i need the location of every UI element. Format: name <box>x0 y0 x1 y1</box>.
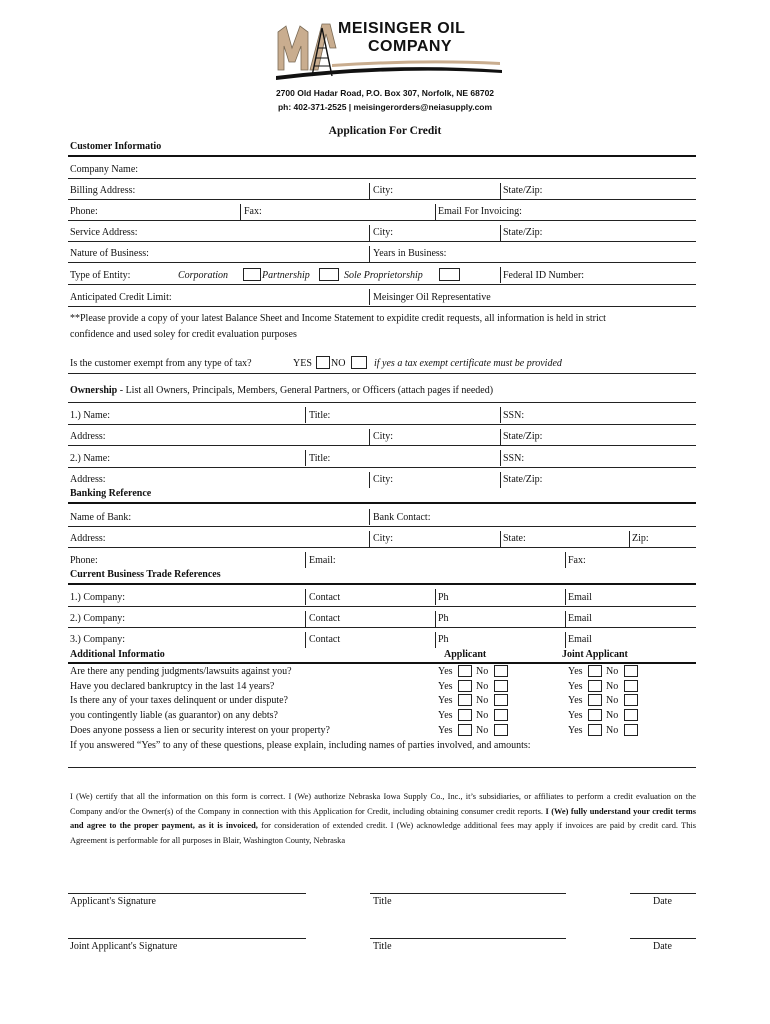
divider <box>369 509 370 525</box>
divider <box>369 429 370 445</box>
field-line <box>68 284 696 285</box>
field-line <box>68 547 696 548</box>
bank-state-field[interactable]: State: <box>503 533 526 544</box>
joint-title-label: Title <box>373 941 392 952</box>
app-q5-yes-checkbox[interactable] <box>458 724 472 736</box>
joint-applicant-column-header: Joint Applicant <box>562 649 628 660</box>
field-line <box>68 627 696 628</box>
field-line <box>68 606 696 607</box>
joint-signature-label: Joint Applicant's Signature <box>70 941 178 952</box>
joint-q2-no-label: No <box>606 681 619 692</box>
divider <box>68 662 696 664</box>
financials-note-2: confidence and used soley for credit evaluation purposes <box>70 329 297 340</box>
trade1-contact-field[interactable]: Contact <box>309 592 341 603</box>
bank-contact-field[interactable]: Bank Contact: <box>373 512 431 523</box>
tax-no-label: NO <box>331 358 346 369</box>
field-line <box>68 220 696 221</box>
customer-info-heading: Customer Informatio <box>70 141 162 152</box>
divider <box>500 407 501 423</box>
question-lien: Does anyone possess a lien or security interest on your property? <box>70 725 330 736</box>
app-q1-yes-label: Yes <box>438 666 453 677</box>
app-q2-yes-checkbox[interactable] <box>458 680 472 692</box>
joint-q1-no-label: No <box>606 666 619 677</box>
app-q2-no-label: No <box>476 681 489 692</box>
joint-q4-no-label: No <box>606 710 619 721</box>
owner1-name-field[interactable]: 1.) Name: <box>70 410 110 421</box>
federal-id-field[interactable]: Federal ID Number: <box>503 270 585 281</box>
trade1-email-field[interactable]: Email <box>568 592 592 603</box>
fax-field[interactable]: Fax: <box>244 206 262 217</box>
corporation-checkbox[interactable] <box>243 268 261 281</box>
joint-q4-yes-label: Yes <box>568 710 583 721</box>
service-city-field[interactable]: City: <box>373 227 394 238</box>
logo-line-2: COMPANY <box>368 38 453 55</box>
joint-q1-yes-checkbox[interactable] <box>588 665 602 677</box>
company-name-field[interactable]: Company Name: <box>70 164 139 175</box>
banking-heading: Banking Reference <box>70 488 152 499</box>
applicant-column-header: Applicant <box>444 649 487 660</box>
joint-q1-no-checkbox[interactable] <box>624 665 638 677</box>
ownership-heading <box>70 385 493 396</box>
owner2-city-field[interactable]: City: <box>373 474 394 485</box>
divider <box>369 246 370 262</box>
app-q5-no-label: No <box>476 725 489 736</box>
field-line <box>68 402 696 403</box>
owner1-title-field[interactable]: Title: <box>309 410 331 421</box>
field-line <box>68 178 696 179</box>
owner1-city-field[interactable]: City: <box>373 431 394 442</box>
billing-address-field[interactable]: Billing Address: <box>70 185 136 196</box>
partnership-checkbox[interactable] <box>319 268 339 281</box>
field-line <box>68 445 696 446</box>
joint-q1-yes-label: Yes <box>568 666 583 677</box>
divider <box>369 472 370 488</box>
app-q3-no-label: No <box>476 695 489 706</box>
question-bankruptcy: Have you declared bankruptcy in the last 14 years? <box>70 681 275 692</box>
phone-field[interactable]: Phone: <box>70 206 98 217</box>
app-q4-no-checkbox[interactable] <box>494 709 508 721</box>
app-q3-no-checkbox[interactable] <box>494 694 508 706</box>
owner1-address-field[interactable]: Address: <box>70 431 106 442</box>
owner2-state-zip-field[interactable]: State/Zip: <box>503 474 543 485</box>
divider <box>369 289 370 305</box>
divider <box>305 589 306 605</box>
owner1-ssn-field[interactable]: SSN: <box>503 410 525 421</box>
bank-zip-field[interactable]: Zip: <box>632 533 649 544</box>
divider <box>68 583 696 585</box>
applicant-date-label: Date <box>653 896 672 907</box>
company-logo <box>272 18 504 80</box>
trade3-email-field[interactable]: Email <box>568 634 592 645</box>
question-judgments: Are there any pending judgments/lawsuits against you? <box>70 666 292 677</box>
divider <box>500 183 501 199</box>
bank-city-field[interactable]: City: <box>373 533 394 544</box>
divider <box>68 155 696 157</box>
applicant-title-label: Title <box>373 896 392 907</box>
field-line <box>68 262 696 263</box>
joint-q5-no-checkbox[interactable] <box>624 724 638 736</box>
app-q3-yes-label: Yes <box>438 695 453 706</box>
trade-references-heading: Current Business Trade References <box>70 569 221 580</box>
ownership-heading-text: - List all Owners, Principals, Members, General Partners, or Officers (attach pages if needed) <box>117 385 494 396</box>
divider <box>435 611 436 627</box>
divider <box>500 450 501 466</box>
app-q2-yes-label: Yes <box>438 681 453 692</box>
app-q1-no-checkbox[interactable] <box>494 665 508 677</box>
trade2-contact-field[interactable]: Contact <box>309 613 341 624</box>
question-taxes: Is there any of your taxes delinquent or under dispute? <box>70 695 288 706</box>
joint-q3-no-label: No <box>606 695 619 706</box>
tax-exempt-note: if yes a tax exempt certificate must be provided <box>374 358 562 369</box>
divider <box>68 502 696 504</box>
field-line <box>68 424 696 425</box>
joint-q3-no-checkbox[interactable] <box>624 694 638 706</box>
bank-email-field[interactable]: Email: <box>309 555 336 566</box>
trade1-ph-field[interactable]: Ph <box>438 592 449 603</box>
app-q3-yes-checkbox[interactable] <box>458 694 472 706</box>
tax-exempt-question: Is the customer exempt from any type of tax? <box>70 358 252 369</box>
divider <box>565 611 566 627</box>
company-address: 2700 Old Hadar Road, P.O. Box 307, Norfolk, NE 68702 <box>275 88 495 98</box>
ownership-heading-bold: Ownership <box>70 385 118 396</box>
trade2-ph-field[interactable]: Ph <box>438 613 449 624</box>
field-line <box>68 241 696 242</box>
company-contact: ph: 402-371-2525 | meisingerorders@neiasupply.com <box>277 102 493 112</box>
divider <box>435 632 436 648</box>
divider <box>500 531 501 547</box>
app-q4-no-label: No <box>476 710 489 721</box>
entity-type-label: Type of Entity: <box>70 270 131 281</box>
partnership-label: Partnership <box>262 270 310 281</box>
field-line <box>68 526 696 527</box>
trade3-company-field[interactable]: 3.) Company: <box>70 634 125 645</box>
representative-field[interactable]: Meisinger Oil Representative <box>373 292 491 303</box>
divider <box>435 589 436 605</box>
billing-city-field[interactable]: City: <box>373 185 394 196</box>
joint-q2-yes-label: Yes <box>568 681 583 692</box>
joint-q4-yes-checkbox[interactable] <box>588 709 602 721</box>
certification-text-bold: I (We) fully understand your credit terms and agree to the proper payment, as it is invoiced, <box>70 806 696 831</box>
bank-fax-field[interactable]: Fax: <box>568 555 586 566</box>
owner2-name-field[interactable]: 2.) Name: <box>70 453 110 464</box>
app-q1-yes-checkbox[interactable] <box>458 665 472 677</box>
divider <box>500 472 501 488</box>
trade2-company-field[interactable]: 2.) Company: <box>70 613 125 624</box>
trade3-ph-field[interactable]: Ph <box>438 634 449 645</box>
applicant-title-line[interactable] <box>370 893 566 894</box>
app-q2-no-checkbox[interactable] <box>494 680 508 692</box>
joint-signature-line[interactable] <box>68 938 306 939</box>
bank-phone-field[interactable]: Phone: <box>70 555 98 566</box>
owner1-state-zip-field[interactable]: State/Zip: <box>503 431 543 442</box>
divider <box>565 589 566 605</box>
app-q5-yes-label: Yes <box>438 725 453 736</box>
app-q5-no-checkbox[interactable] <box>494 724 508 736</box>
certification-text-2: for consideration of extended credit. I (We) acknowledge additional fees may apply if invoices are paid by credit card. This Agreement is performable for all purposes in Blair, Washington County, Nebraska <box>70 821 696 845</box>
credit-limit-field[interactable]: Anticipated Credit Limit: <box>70 292 172 303</box>
tax-yes-label: YES <box>293 358 312 369</box>
tax-yes-checkbox[interactable] <box>316 356 330 369</box>
field-line <box>68 199 696 200</box>
divider <box>305 632 306 648</box>
trade2-email-field[interactable]: Email <box>568 613 592 624</box>
joint-q3-yes-checkbox[interactable] <box>588 694 602 706</box>
joint-q5-no-label: No <box>606 725 619 736</box>
owner2-ssn-field[interactable]: SSN: <box>503 453 525 464</box>
divider <box>369 531 370 547</box>
trade3-contact-field[interactable]: Contact <box>309 634 341 645</box>
app-q4-yes-checkbox[interactable] <box>458 709 472 721</box>
billing-state-zip-field[interactable]: State/Zip: <box>503 185 543 196</box>
divider <box>629 531 630 547</box>
tax-no-checkbox[interactable] <box>351 356 367 369</box>
sole-proprietorship-checkbox[interactable] <box>439 268 460 281</box>
app-q1-no-label: No <box>476 666 489 677</box>
explain-answer-field[interactable] <box>68 767 696 768</box>
joint-q2-no-checkbox[interactable] <box>624 680 638 692</box>
sole-proprietorship-label: Sole Proprietorship <box>344 270 423 281</box>
joint-q4-no-checkbox[interactable] <box>624 709 638 721</box>
joint-q3-yes-label: Yes <box>568 695 583 706</box>
certification-text-1: I (We) certify that all the information on this form is correct. I (We) authorize Nebraska Iowa Supply Co., Inc., it’s subsidiaries, or affiliates to perform a credit evaluation on the Company and/or the Owner(s) of the Company in connection with this Application for Credit, including obtaining consumer credit reports. <box>70 792 696 816</box>
divider <box>305 552 306 568</box>
applicant-date-line[interactable] <box>630 893 696 894</box>
divider <box>565 632 566 648</box>
applicant-signature-label: Applicant's Signature <box>70 896 156 907</box>
divider <box>500 267 501 283</box>
field-line <box>68 467 696 468</box>
logo-line-1: MEISINGER OIL <box>338 20 466 37</box>
financials-note-1: **Please provide a copy of your latest Balance Sheet and Income Statement to expidite credit requests, all information is held in strict <box>70 313 606 324</box>
divider <box>369 225 370 241</box>
bank-address-field[interactable]: Address: <box>70 533 106 544</box>
joint-q2-yes-checkbox[interactable] <box>588 680 602 692</box>
page-title: Application For Credit <box>328 125 442 137</box>
bank-name-field[interactable]: Name of Bank: <box>70 512 132 523</box>
additional-info-heading: Additional Informatio <box>70 649 165 660</box>
divider <box>500 225 501 241</box>
divider <box>305 450 306 466</box>
divider <box>240 204 241 220</box>
divider <box>565 552 566 568</box>
joint-date-line[interactable] <box>630 938 696 939</box>
divider <box>305 407 306 423</box>
joint-q5-yes-label: Yes <box>568 725 583 736</box>
service-address-field[interactable]: Service Address: <box>70 227 138 238</box>
joint-title-line[interactable] <box>370 938 566 939</box>
nature-of-business-field[interactable]: Nature of Business: <box>70 248 149 259</box>
divider <box>500 429 501 445</box>
question-guarantor: you contingently liable (as guarantor) on any debts? <box>70 710 278 721</box>
trade1-company-field[interactable]: 1.) Company: <box>70 592 125 603</box>
divider <box>435 204 436 220</box>
divider <box>369 183 370 199</box>
service-state-zip-field[interactable]: State/Zip: <box>503 227 543 238</box>
years-in-business-field[interactable]: Years in Business: <box>373 248 447 259</box>
divider <box>305 611 306 627</box>
corporation-label: Corporation <box>178 270 229 281</box>
app-q4-yes-label: Yes <box>438 710 453 721</box>
field-line <box>68 306 696 307</box>
owner2-address-field[interactable]: Address: <box>70 474 106 485</box>
joint-q5-yes-checkbox[interactable] <box>588 724 602 736</box>
owner2-title-field[interactable]: Title: <box>309 453 331 464</box>
certification-paragraph <box>70 790 696 848</box>
field-line <box>68 373 696 374</box>
applicant-signature-line[interactable] <box>68 893 306 894</box>
email-invoicing-field[interactable]: Email For Invoicing: <box>438 206 522 217</box>
explain-prompt: If you answered “Yes” to any of these questions, please explain, including names of parties involved, and amounts: <box>70 740 531 751</box>
joint-date-label: Date <box>653 941 672 952</box>
